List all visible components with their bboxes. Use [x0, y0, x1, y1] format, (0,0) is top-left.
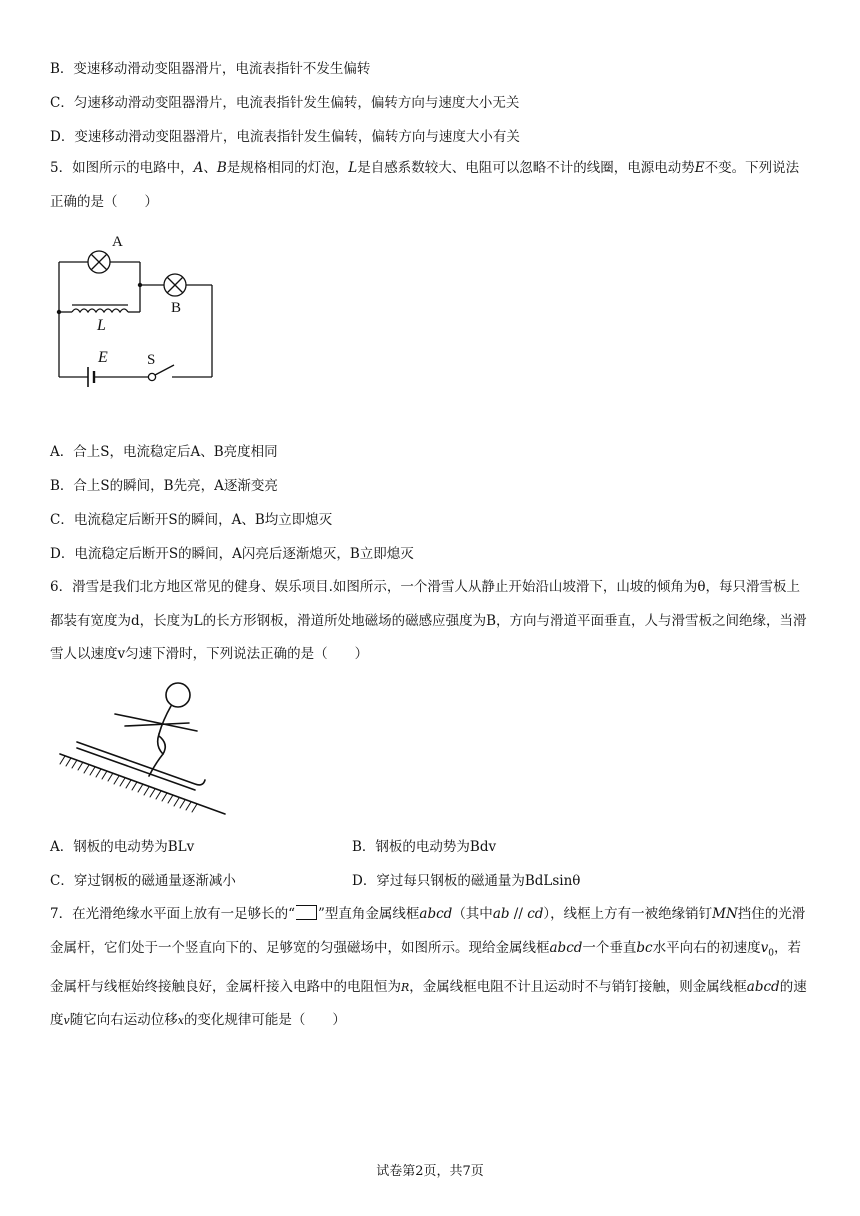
q5-option-a: A．合上S，电流稳定后A、B亮度相同 [50, 444, 278, 460]
label-l: L [97, 317, 106, 334]
q6-stem: 6．滑雪是我们北方地区常见的健身、娱乐项目.如图所示，一个滑雪人从静止开始沿山坡滑下，山坡的倾角为θ，每只滑雪板上都装有宽度为d，长度为L的长方形钢板，滑道所处地磁场的磁感应强度为B，方向与滑道平面垂直，人与滑雪板之间绝缘，当滑雪人以速度v匀速下滑时，下列说法正确的是（ ） [50, 579, 807, 662]
q6-option-d: D．穿过每只钢板的磁通量为BdLsinθ [352, 873, 581, 889]
q7-stem: 7．在光滑绝缘水平面上放有一足够长的“ ”型直角金属线框abcd（其中ab // cd），线框上方有一被绝缘销钉MN挡住的光滑金属杆，它们处于一个竖直向下的、足够宽的匀强磁场中，如图所示。现给金属线框abcd一个垂直bc水平向右的初速度$v_0$，若金属杆与线框始终接触良好，金属杆接入电路中的电阻恒为R，金属线框电阻不计且运动时不与销钉接触，则金属线框abcd的速度v随它向右运动位移x的变化规律可能是（ ） [50, 906, 807, 1029]
label-b: B [171, 300, 182, 316]
label-s: S [147, 352, 156, 368]
q4-option-c: C．匀速移动滑动变阻器滑片，电流表指针发生偏转，偏转方向与速度大小无关 [50, 95, 520, 111]
q5-option-c: C．电流稳定后断开S的瞬间，A、B均立即熄灭 [50, 512, 333, 528]
q4-option-b: B．变速移动滑动变阻器滑片，电流表指针不发生偏转 [50, 61, 371, 77]
q5-option-d: D．电流稳定后断开S的瞬间，A闪亮后逐渐熄灭，B立即熄灭 [50, 546, 414, 562]
label-e: E [98, 349, 108, 366]
q6-option-c: C．穿过钢板的磁通量逐渐减小 [50, 873, 236, 889]
page-footer: 试卷第2页，共7页 [376, 1164, 484, 1179]
q6-option-a: A．钢板的电动势为BLv [50, 839, 195, 855]
label-a: A [112, 234, 123, 250]
q5-option-b: B．合上S的瞬间，B先亮，A逐渐变亮 [50, 478, 278, 494]
q6-skier-figure [55, 678, 235, 818]
q5-circuit-diagram [50, 232, 220, 387]
bracket-frame-icon [296, 905, 317, 920]
q4-option-d: D．变速移动滑动变阻器滑片，电流表指针发生偏转，偏转方向与速度大小有关 [50, 129, 520, 145]
q6-option-b: B．钢板的电动势为Bdv [352, 839, 497, 855]
q5-stem: 5．如图所示的电路中，A、B是规格相同的灯泡，L是自感系数较大、电阻可以忽略不计的线圈，电源电动势E不变。下列说法正确的是（ ） [50, 160, 800, 210]
